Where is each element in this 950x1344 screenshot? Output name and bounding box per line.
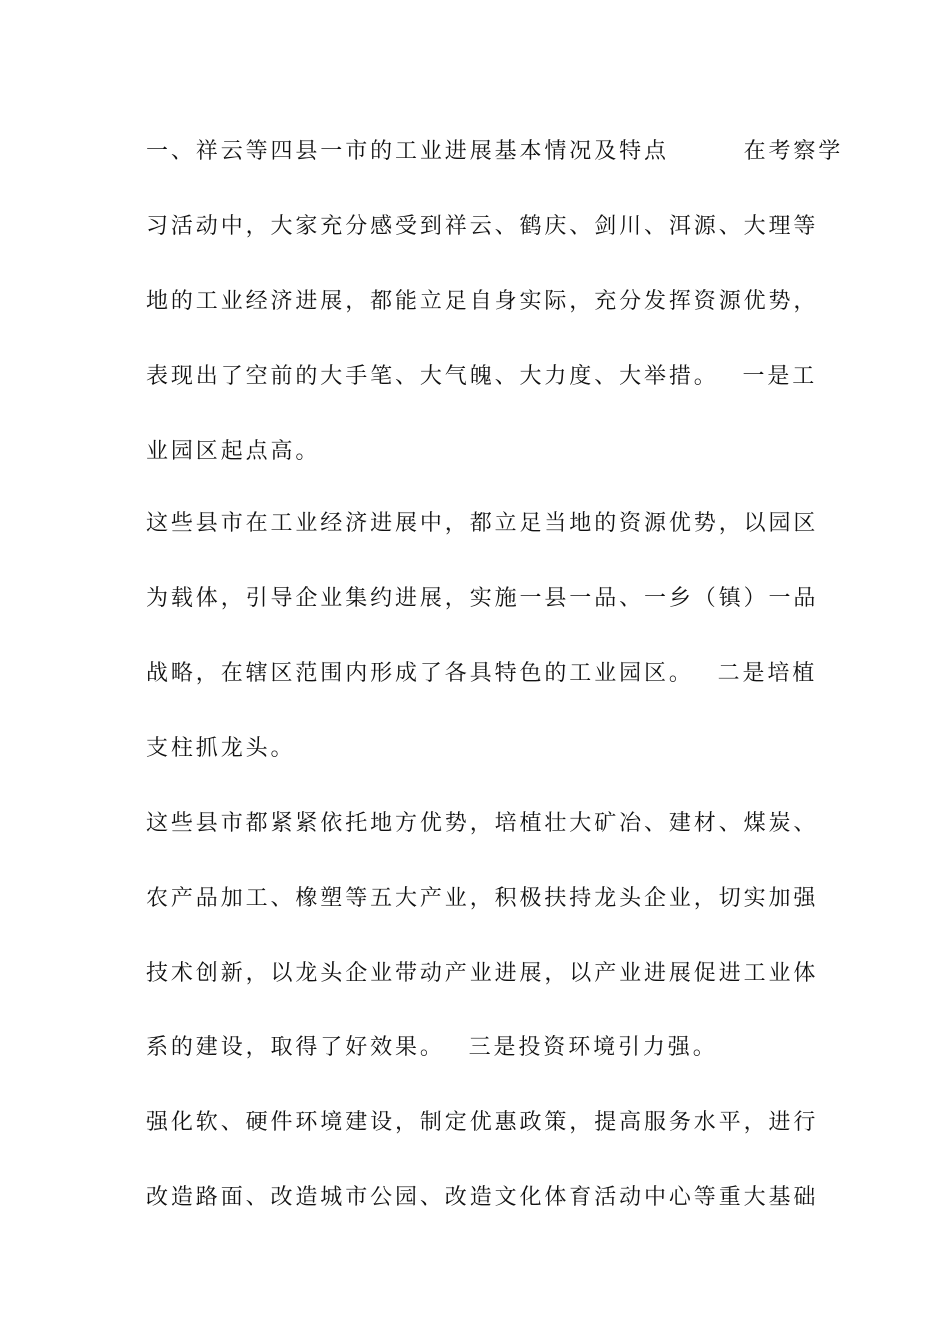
text-line: 支柱抓龙头。 bbox=[146, 736, 296, 761]
text-line: 这些县市在工业经济进展中，都立足当地的资源优势，以园区 bbox=[146, 511, 819, 536]
text-line: 一、祥云等四县一市的工业进展基本情况及特点 在考察学 bbox=[146, 139, 844, 164]
text-line: 技术创新，以龙头企业带动产业进展，以产业进展促进工业体 bbox=[146, 961, 819, 986]
text-line: 战略，在辖区范围内形成了各具特色的工业园区。 二是培植 bbox=[146, 661, 818, 686]
text-line: 习活动中，大家充分感受到祥云、鹤庆、剑川、洱源、大理等 bbox=[146, 214, 819, 239]
text-line: 表现出了空前的大手笔、大气魄、大力度、大举措。 一是工 bbox=[146, 364, 818, 389]
text-line: 系的建设，取得了好效果。 三是投资环境引力强。 bbox=[146, 1035, 718, 1060]
text-line: 强化软、硬件环境建设，制定优惠政策，提高服务水平，进行 bbox=[146, 1110, 819, 1135]
text-line: 为载体，引导企业集约进展，实施一县一品、一乡（镇）一品 bbox=[146, 586, 819, 611]
text-line: 这些县市都紧紧依托地方优势，培植壮大矿冶、建材、煤炭、 bbox=[146, 811, 819, 836]
text-line: 业园区起点高。 bbox=[146, 439, 321, 464]
text-line: 农产品加工、橡塑等五大产业，积极扶持龙头企业，切实加强 bbox=[146, 886, 819, 911]
text-line: 改造路面、改造城市公园、改造文化体育活动中心等重大基础 bbox=[146, 1185, 819, 1210]
text-line: 地的工业经济进展，都能立足自身实际，充分发挥资源优势， bbox=[146, 289, 819, 314]
